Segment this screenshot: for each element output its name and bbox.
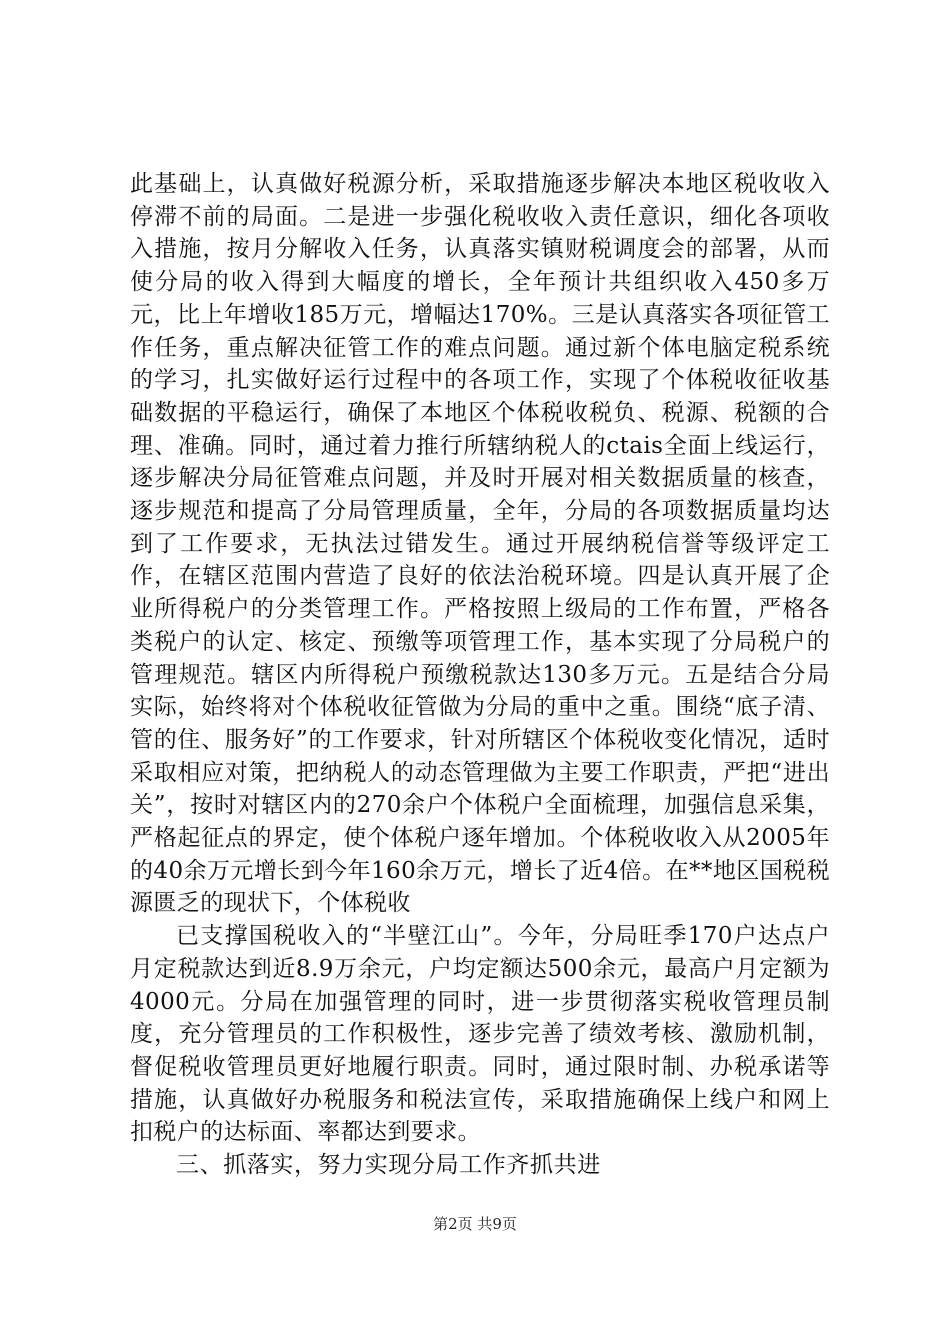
paragraph-second: 已支撑国税收入的“半壁江山”。今年，分局旺季170户达点户月定税款达到近8.9万余元，户均定额达500余元，最高户月定额为4000元。分局在加强管理的同时，进一步贯彻落实税收管理员制度，充分管理员的工作积极性，逐步完善了绩效考核、激励机制，督促税收管理员更好地履行职责。同时，通过限时制、办税承诺等措施，认真做好办税服务和税法宣传，采取措施确保上线户和网上扣税户的达标面、率都达到要求。 bbox=[130, 923, 830, 1146]
page-number-label: 第2页 共9页 bbox=[433, 1215, 517, 1233]
section-heading: 三、抓落实，努力实现分局工作齐抓共进 bbox=[176, 1152, 601, 1179]
paragraph-continued: 此基础上，认真做好税源分析，采取措施逐步解决本地区税收收入停滞不前的局面。二是进一步强化税收收入责任意识，细化各项收入措施，按月分解收入任务，认真落实镇财税调度会的部署，从而使分局的收入得到大幅度的增长，全年预计共组织收入450多万元，比上年增收185万元，增幅达170%。三是认真落实各项征管工作任务，重点解决征管工作的难点问题。通过新个体电脑定税系统的学习，扎实做好运行过程中的各项工作，实现了个体税收征收基础数据的平稳运行，确保了本地区个体税收税负、税源、税额的合理、准确。同时，通过着力推行所辖纳税人的ctais全面上线运行，逐步解决分局征管难点问题，并及时开展对相关数据质量的核查，逐步规范和提高了分局管理质量，全年，分局的各项数据质量均达到了工作要求，无执法过错发生。通过开展纳税信誉等级评定工作，在辖区范围内营造了良好的依法治税环境。四是认真开展了企业所得税户的分类管理工作。严格按照上级局的工作布置，严格各类税户的认定、核定、预缴等项管理工作，基本实现了分局税户的管理规范。辖区内所得税户预缴税款达130多万元。五是结合分局实际，始终将对个体税收征管做为分局的重中之重。围绕“底子清、管的住、服务好”的工作要求，针对所辖区个体税收变化情况，适时采取相应对策，把纳税人的动态管理做为主要工作职责，严把“进出关”，按时对辖区内的270余户个体税户全面梳理，加强信息采集，严格起征点的界定，使个体税户逐年增加。个体税收收入从2005年的40余万元增长到今年160余万元，增长了近4倍。在**地区国税税源匮乏的现状下，个体税收 bbox=[130, 171, 830, 917]
document-body bbox=[130, 168, 830, 1182]
page-footer bbox=[0, 1213, 950, 1234]
